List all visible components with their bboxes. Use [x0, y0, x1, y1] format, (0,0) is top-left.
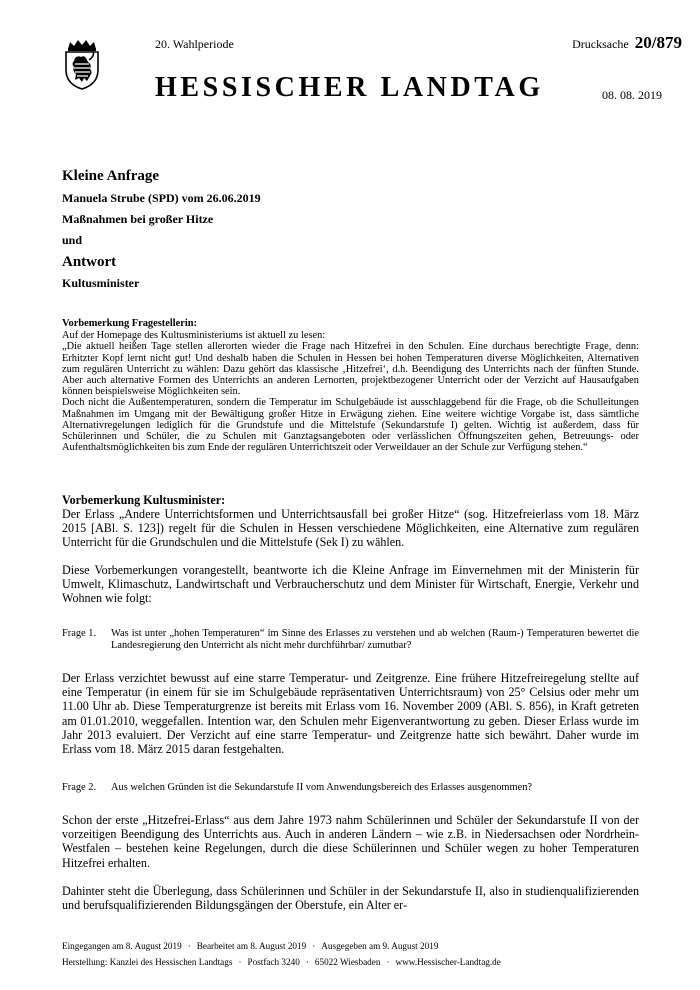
frage-text: Was ist unter „hohen Temperaturen“ im Sinne des Erlasses zu verstehen und ab welchen (Raum-) Temperaturen bewertet die Landesregierung den Unterricht als nicht mehr durchführbar/ zumutbar? [111, 628, 639, 651]
frage-2 [62, 782, 639, 794]
footer-ort: 65022 Wiesbaden [314, 957, 381, 967]
page-title: HESSISCHER LANDTAG [155, 72, 544, 103]
paragraph: Schon der erste „Hitzefrei-Erlass“ aus dem Jahre 1973 nahm Schülerinnen und Schüler der Sekundarstufe II von der vorzeitigen Beendigung des Unterrichts aus. Auch in anderen Ländern – wie z.B. in Niedersachsen oder Nordrhein-Westfalen – bestehen keine Regelungen, durch die diese Schülerinnen und Schüler wegen zu hoher Temperaturen Hitzefrei erhalten. [62, 813, 639, 870]
quote-text: „Die aktuell heißen Tage stellen allerorten wieder die Frage nach Hitzefrei in den Schulen. Eine durchaus berechtigte Frage, denn: Erhitzter Kopf lernt nicht gut! Und deshalb haben die Schulen in Hessen bei hohen Temperaturen diverse Möglichkeiten, Alternativen zum regulären Unterricht zu wählen: Dazu gehört das klassische ‚Hitzefrei‘, d.h. Beendigung des Unterrichts nach der fünften Stunde. Aber auch alternative Formen des Unterrichts an anderen Lernorten, projektbezogener Unterricht oder der Verzicht auf Hausaufgaben können beispielsweise Möglichkeiten sein. [62, 341, 639, 398]
intro-text: Auf der Homepage des Kultusministeriums ist aktuell zu lesen: [62, 330, 326, 342]
anfrage-type: Kleine Anfrage [62, 168, 160, 184]
quote-text-2: Doch nicht die Außentemperaturen, sondern die Temperatur im Schulgebäude ist ausschlaggebend für die Frage, ob die Schulleitungen Maßnahmen im Umgang mit der Bewältigung großer Hitze in Erwägung ziehen. Eine weitere wichtige Vorgabe ist, dass sämtliche Alternativregelungen lediglich für die Grundstufe und die Mittelstufe (Sekundarstufe I) gelten. Wichtig ist außerdem, dass für Schülerinnen und Schüler, die zu Schulen mit Ganztagsangeboten oder verlässlichen Öffnungszeiten gehen, Betreuungs- oder Aufenthaltsmöglichkeiten bis zum Ende der regulären Unterrichtszeit oder Verweildauer an der Schule zur Verfügung stehen.“ [62, 397, 639, 454]
antwort-label: Antwort [62, 254, 117, 270]
antwort-1 [62, 671, 639, 756]
drucksache-number [572, 33, 682, 53]
footer-herstellung: Herstellung: Kanzlei des Hessischen Landtags [62, 957, 233, 967]
footer-line-1 [62, 938, 662, 954]
footer-separator: · [305, 957, 309, 967]
footer-separator: · [238, 957, 242, 967]
footer-separator: · [187, 941, 191, 951]
footer-eingegangen: Eingegangen am 8. August 2019 [62, 941, 182, 951]
paragraph: Dahinter steht die Überlegung, dass Schülerinnen und Schüler in der Sekundarstufe II, also in studienqualifizierenden und berufsqualifizierenden Bildungsgängen der Oberstufe, ein Alter er- [62, 883, 639, 913]
antwort-2 [62, 813, 639, 912]
footer-postfach: Postfach 3240 [247, 957, 300, 967]
wahlperiode-label: 20. Wahlperiode [155, 37, 234, 51]
vorbemerkung-fragestellerin [62, 318, 639, 453]
footer-website-link[interactable]: www.Hessischer-Landtag.de [395, 957, 501, 967]
section-title: Vorbemerkung Fragestellerin: [62, 318, 197, 329]
und-label: und [62, 233, 83, 247]
drucksache-label: Drucksache [572, 37, 629, 51]
drucksache-value: 20/879 [634, 33, 682, 52]
footer-line-2 [62, 954, 662, 970]
paragraph: Diese Vorbemerkungen vorangestellt, beantworte ich die Kleine Anfrage im Einvernehmen mit der Ministerin für Umwelt, Klimaschutz, Landwirtschaft und Verbraucherschutz und dem Minister für Wirtschaft, Energie, Verkehr und Wohnen wie folgt: [62, 563, 639, 605]
anfrage-subject: Maßnahmen bei großer Hitze [62, 212, 214, 226]
paragraph: Der Erlass verzichtet bewusst auf eine starre Temperatur- und Zeitgrenze. Eine frühere Hitzefreiregelung stellte auf eine Temperatur (in einem für sie im Schulgebäude repräsentativen Unterrichtsraum) von 25° Celsius oder mehr um 11.00 Uhr ab. Diese Temperaturgrenze ist bereits mit Erlass vom 16. November 2009 (ABl. S. 856), in Kraft getreten am 01.01.2010, weggefallen. Intention war, den Schulen mehr Eigenverantwortung zu geben. Dieser Erlass wurde im Jahr 2013 evaluiert. Der Verzicht auf eine starre Temperatur- und Zeitgrenze hatte sich bewährt. Daher wurde im Erlass vom 18. März 2015 daran festgehalten. [62, 671, 639, 757]
footer-separator: · [386, 957, 390, 967]
frage-1 [62, 628, 639, 651]
document-date: 08. 08. 2019 [602, 88, 662, 102]
footer-bearbeitet: Bearbeitet am 8. August 2019 [196, 941, 307, 951]
hessen-coat-of-arms-icon [62, 38, 102, 90]
vorbemerkung-kultusminister [62, 493, 639, 605]
anfrage-author: Manuela Strube (SPD) vom 26.06.2019 [62, 191, 261, 205]
document-heading [62, 168, 662, 297]
footer-ausgegeben: Ausgegeben am 9. August 2019 [321, 941, 439, 951]
frage-text: Aus welchen Gründen ist die Sekundarstufe II vom Anwendungsbereich des Erlasses ausgenommen? [111, 782, 533, 793]
frage-number: Frage 1. [62, 628, 97, 639]
frage-number: Frage 2. [62, 782, 97, 793]
section-title: Vorbemerkung Kultusminister: [62, 493, 226, 507]
footer-separator: · [312, 941, 316, 951]
paragraph: Der Erlass „Andere Unterrichtsformen und Unterrichtsausfall bei großer Hitze“ (sog. Hitzefreierlass vom 18. März 2015 [ABl. S. 123]) regelt für die Schulen in Hessen verschiedene Möglichkeiten, eine Alternative zum regulären Unterricht für die Grundschulen und die Mittelstufe (Sek I) zu wählen. [62, 507, 639, 549]
footer [62, 938, 662, 970]
ministry-label: Kultusminister [62, 276, 140, 290]
